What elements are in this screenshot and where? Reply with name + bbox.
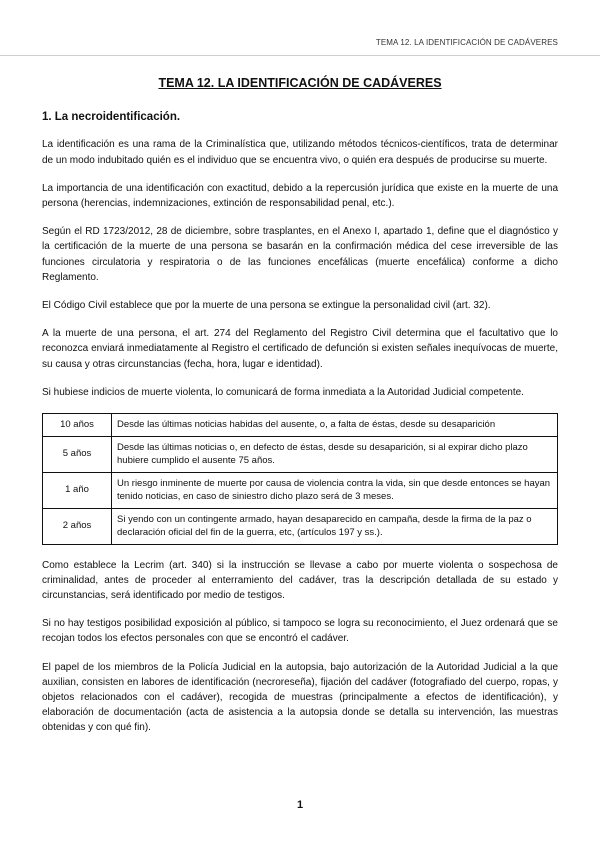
- period-cell: 5 años: [43, 436, 112, 472]
- section-heading: 1. La necroidentificación.: [42, 111, 181, 124]
- document-body: [42, 76, 558, 749]
- description-cell: Desde las últimas noticias o, en defecto de éstas, desde su desaparición, si al expirar dicho plazo hubiere cumplido el ausente 75 años.: [112, 436, 558, 472]
- table-row: [43, 436, 558, 472]
- absence-periods-table: [42, 413, 558, 545]
- paragraph: Si hubiese indicios de muerte violenta, lo comunicará de forma inmediata a la Autoridad Judicial competente.: [42, 386, 524, 398]
- description-cell: Desde las últimas noticias habidas del ausente, o, a falta de éstas, desde su desaparición: [112, 414, 558, 437]
- paragraph: El Código Civil establece que por la muerte de una persona se extingue la personalidad civil (art. 32).: [42, 300, 491, 312]
- paragraph: Si no hay testigos posibilidad exposición al público, si tampoco se logra su reconocimiento, el Juez ordenará que se recojan todos los efectos personales con que se encontró el cadáver.: [42, 618, 558, 645]
- running-header: TEMA 12. LA IDENTIFICACIÓN DE CADÁVERES: [375, 38, 558, 47]
- paragraph: El papel de los miembros de la Policía Judicial en la autopsia, bajo autorización de la Autoridad Judicial a la que auxilian, consisten en labores de identificación (necroreseña), fijación del cadáver (fotografiado del cuerpo, ropas, y objetos relacionados con el cadáver), recogida de muestras (principalmente a efectos de identificación), y elaboración de documentación (acta de asistencia a la autopsia donde se detalla su intervención, las muestras obtenidas y con qué fin).: [42, 661, 558, 734]
- table-row: [43, 414, 558, 437]
- page-number: 1: [296, 799, 304, 811]
- description-cell: Si yendo con un contingente armado, hayan desaparecido en campaña, desde la firma de la paz o declaración oficial del fin de la guerra, etc, (artículos 197 y ss.).: [112, 508, 558, 544]
- document-title: TEMA 12. LA IDENTIFICACIÓN DE CADÁVERES: [158, 76, 442, 90]
- paragraph: La identificación es una rama de la Criminalística que, utilizando métodos técnicos-científicos, trata de determinar de un modo indubitado quién es el individuo que se encuentra vivo, o quién era después de producirse su muerte.: [42, 139, 558, 166]
- table-row: [43, 472, 558, 508]
- description-cell: Un riesgo inminente de muerte por causa de violencia contra la vida, sin que desde entonces se hayan tenido noticias, en caso de siniestro dicho plazo será de 3 meses.: [112, 472, 558, 508]
- period-cell: 2 años: [43, 508, 112, 544]
- paragraph: Según el RD 1723/2012, 28 de diciembre, sobre trasplantes, en el Anexo I, apartado 1, define que el diagnóstico y la certificación de la muerte de una persona se basarán en la confirmación médica del cese irreversible de las funciones circulatoria y respiratoria o de las funciones encefálicas (muerte encefálica) conforme a dicho Reglamento.: [42, 226, 558, 283]
- header-divider: [0, 55, 600, 56]
- period-cell: 1 año: [43, 472, 112, 508]
- period-cell: 10 años: [43, 414, 112, 437]
- paragraph: La importancia de una identificación con exactitud, debido a la repercusión jurídica que existe en la muerte de una persona (herencias, indemnizaciones, extinción de responsabilidad penal, etc.).: [42, 182, 558, 210]
- paragraph: Como establece la Lecrim (art. 340) si la instrucción se llevase a cabo por muerte violenta o sospechosa de criminalidad, antes de proceder al enterramiento del cadáver, tras la descripción detallada de su estado y circunstancias, será identificado por medio de testigos.: [42, 559, 558, 601]
- table-row: [43, 508, 558, 544]
- paragraph: A la muerte de una persona, el art. 274 del Reglamento del Registro Civil determina que el facultativo que lo reconozca enviará inmediatamente al Registro el certificado de defunción si existen señales inequívocas de muerte, su causa y otras circunstancias (fecha, hora, lugar e identidad).: [42, 328, 558, 370]
